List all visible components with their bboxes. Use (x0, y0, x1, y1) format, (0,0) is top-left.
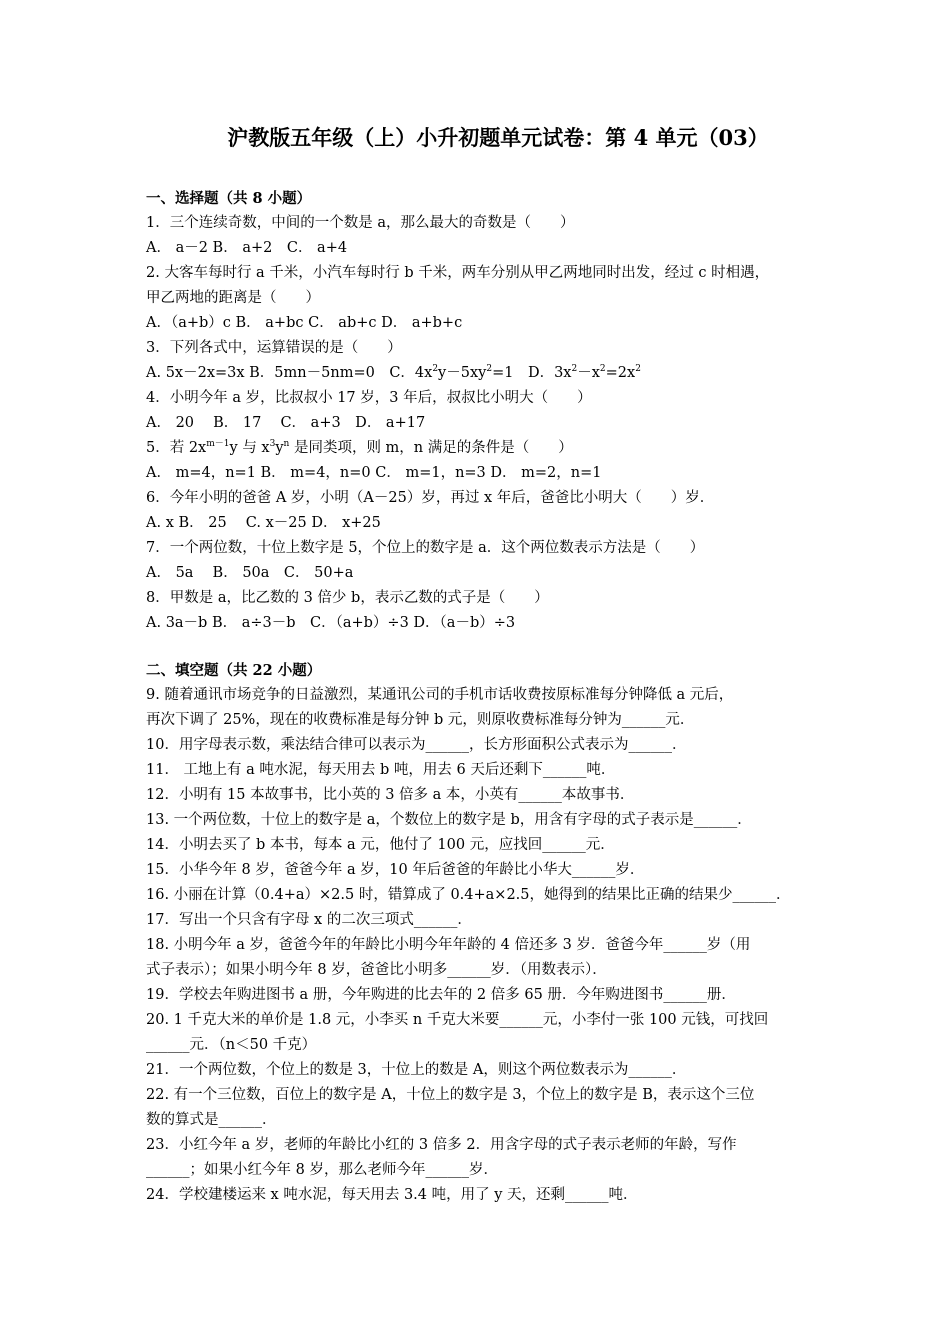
question-3-options: A. 5x－2x=3x B．5mn－5nm=0 C．$4x^2y-5xy^2=1$ D．$3x^2-x^2=2x^2$ (146, 364, 641, 381)
question-line: 24．学校建楼运来 x 吨水泥，每天用去 3.4 吨，用了 y 天，还剩______吨． (146, 1187, 638, 1203)
question-line: 2. 大客车每时行 a 千米，小汽车每时行 b 千米，两车分别从甲乙两地同时出发，经过 c 时相遇， (146, 265, 770, 281)
page-title: 沪教版五年级（上）小升初题单元试卷：第 4 单元（03） (227, 125, 769, 150)
question-line: 14．小明去买了 b 本书，每本 a 元，他付了 100 元，应找回______元． (146, 837, 615, 853)
question-line: 式子表示）；如果小明今年 8 岁，爸爸比小明多______岁．（用数表示）． (146, 962, 607, 978)
question-line: 6．今年小明的爸爸 A 岁，小明（A－25）岁，再过 x 年后，爸爸比小明大（ ）岁． (146, 490, 715, 506)
question-line: 4．小明今年 a 岁，比叔叔小 17 岁，3 年后，叔叔比小明大（ ） (146, 390, 592, 406)
question-line: 21．一个两位数，个位上的数是 3，十位上的数是 A，则这个两位数表示为______． (146, 1062, 687, 1078)
question-line: A. 3a－b B． a÷3－b C．（a+b）÷3 D．（a－b）÷3 (146, 615, 516, 631)
question-line: 12．小明有 15 本故事书，比小英的 3 倍多 a 本，小英有______本故事书． (146, 787, 635, 803)
question-5-stem: 5．若 $2x^{m-1}y$ 与 $x^3y^n$ 是同类项，则 m，n 满足的条件是（ ） (146, 439, 573, 456)
question-line: 22. 有一个三位数，百位上的数字是 A，十位上的数字是 3，个位上的数字是 B，表示这个三位 (146, 1087, 755, 1103)
question-line: 20. 1 千克大米的单价是 1.8 元，小李买 n 千克大米要______元，小李付一张 100 元钱，可找回 (146, 1012, 769, 1028)
question-line: 数的算式是______． (146, 1112, 277, 1128)
question-line: A. x B． 25 C. x－25 D． x+25 (146, 515, 381, 531)
question-line: A． 20 B． 17 C． a+3 D． a+17 (146, 415, 426, 431)
question-line: 10．用字母表示数，乘法结合律可以表示为______，长方形面积公式表示为______． (146, 737, 687, 753)
question-line: 16. 小丽在计算（0.4+a）×2.5 时，错算成了 0.4+a×2.5，她得到的结果比正确的结果少______． (146, 887, 791, 903)
question-line: 3．下列各式中，运算错误的是（ ） (146, 340, 402, 356)
question-line: A． a－2 B． a+2 C． a+4 (146, 240, 348, 256)
question-line: 1．三个连续奇数，中间的一个数是 a，那么最大的奇数是（ ） (146, 215, 575, 231)
question-line: 17．写出一个只含有字母 x 的二次三项式______． (146, 912, 472, 928)
question-line: 8．甲数是 a，比乙数的 3 倍少 b，表示乙数的式子是（ ） (146, 590, 549, 606)
question-line: 19．学校去年购进图书 a 册，今年购进的比去年的 2 倍多 65 册．今年购进图书______册． (146, 987, 736, 1003)
question-line: ______；如果小红今年 8 岁，那么老师今年______岁． (146, 1162, 498, 1178)
question-line: 13. 一个两位数，十位上的数字是 a，个数位上的数字是 b，用含有字母的式子表示是______． (146, 812, 752, 828)
section-heading-fill: 二、填空题（共 22 小题） (146, 662, 322, 679)
question-line: 23．小红今年 a 岁，老师的年龄比小红的 3 倍多 2．用含字母的式子表示老师的年龄，写作 (146, 1137, 737, 1153)
question-line: 甲乙两地的距离是（ ） (146, 290, 320, 306)
question-line: A． 5a B． 50a C． 50+a (146, 565, 354, 581)
question-line: 15．小华今年 8 岁，爸爸今年 a 岁，10 年后爸爸的年龄比小华大______岁． (146, 862, 645, 878)
question-line: 11． 工地上有 a 吨水泥，每天用去 b 吨，用去 6 天后还剩下______吨． (146, 762, 616, 778)
question-line: A．（a+b）c B． a+bc C． ab+c D． a+b+c (146, 315, 463, 331)
question-line: A． m=4，n=1 B． m=4，n=0 C． m=1，n=3 D． m=2，n=1 (146, 465, 602, 481)
question-line: 7．一个两位数，十位上数字是 5，个位上的数字是 a．这个两位数表示方法是（ ） (146, 540, 705, 556)
question-line: 9. 随着通讯市场竞争的日益激烈，某通讯公司的手机市话收费按原标准每分钟降低 a 元后， (146, 687, 734, 703)
section-heading-choice: 一、选择题（共 8 小题） (146, 190, 312, 207)
question-line: ______元．（n＜50 千克） (146, 1037, 317, 1053)
question-line: 18. 小明今年 a 岁，爸爸今年的年龄比小明今年年龄的 4 倍还多 3 岁．爸爸今年______岁（用 (146, 937, 751, 953)
question-line: 再次下调了 25%，现在的收费标准是每分钟 b 元，则原收费标准每分钟为______元． (146, 712, 695, 728)
